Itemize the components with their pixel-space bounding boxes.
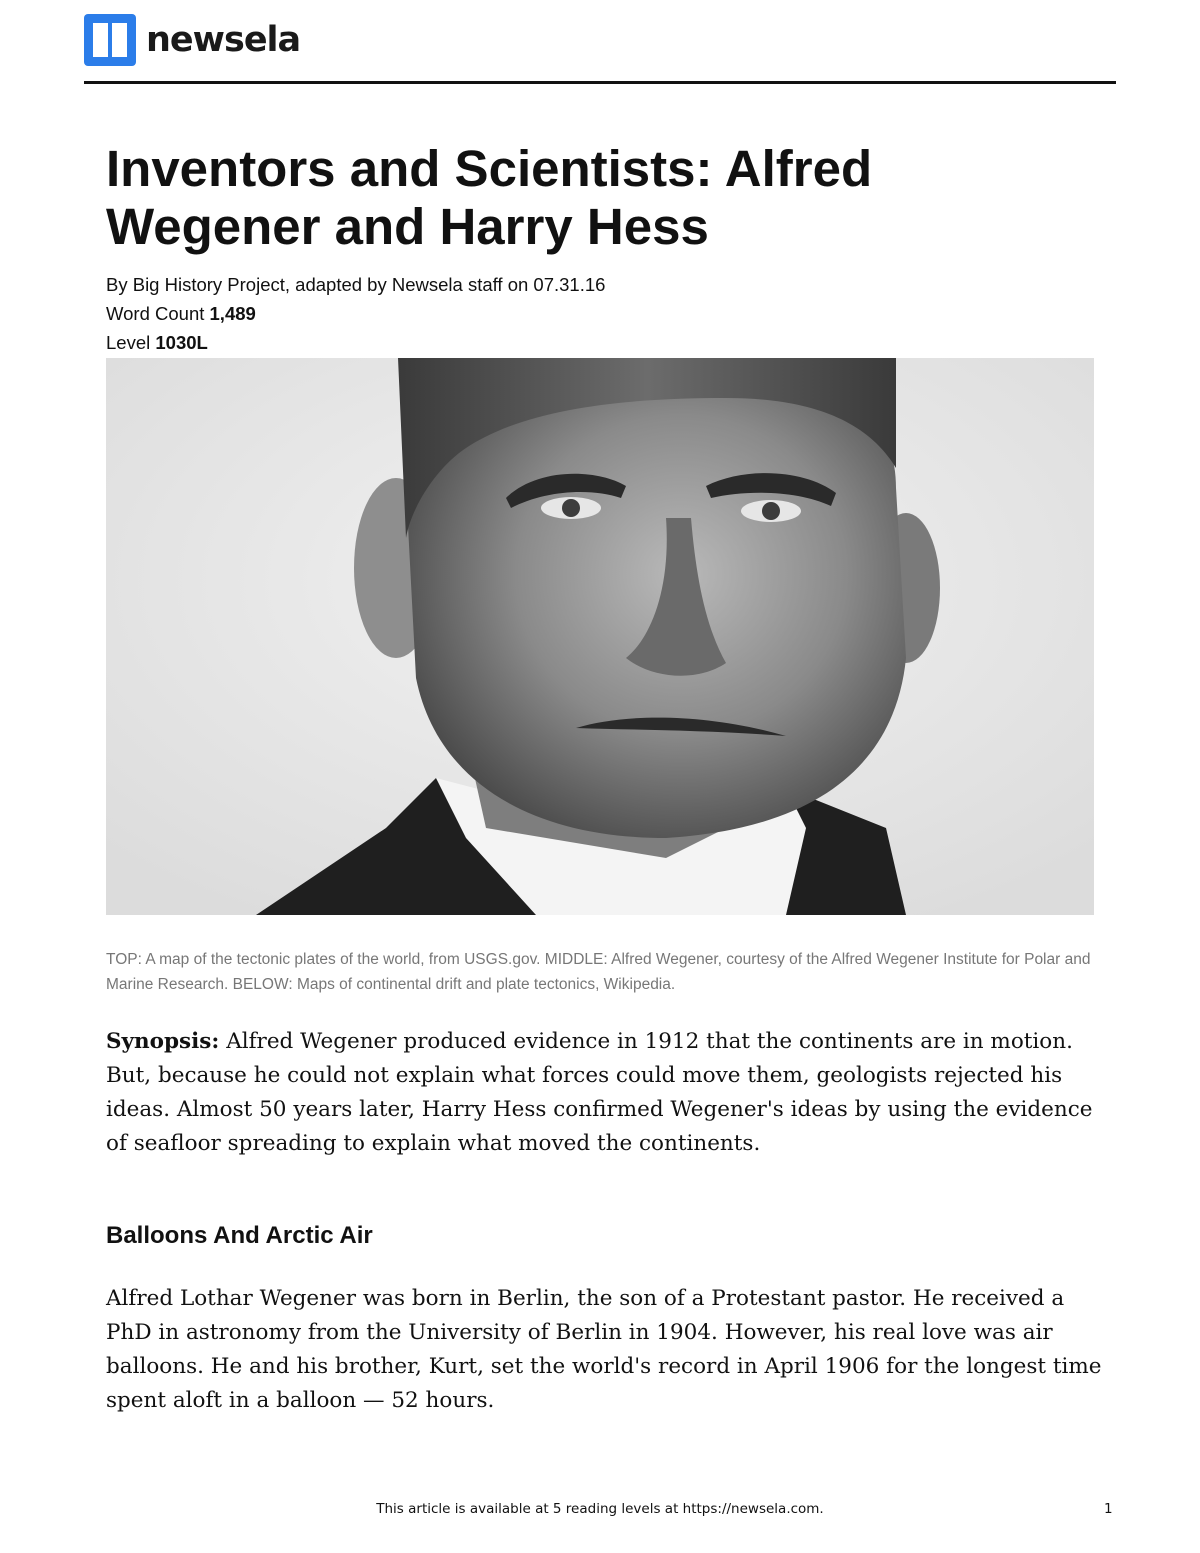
article-photo bbox=[106, 358, 1094, 915]
header-divider bbox=[84, 81, 1116, 84]
reading-level bbox=[106, 332, 208, 354]
word-count-value: 1,489 bbox=[209, 303, 256, 324]
word-count-label: Word Count bbox=[106, 303, 205, 324]
brand-name: newsela bbox=[146, 19, 301, 60]
reading-level-value: 1030L bbox=[155, 332, 208, 353]
page-number: 1 bbox=[1104, 1501, 1113, 1517]
article-title: Inventors and Scientists: Alfred Wegener and Harry Hess bbox=[106, 140, 873, 255]
section-paragraph: Alfred Lothar Wegener was born in Berlin, the son of a Protestant pastor. He received a PhD in astronomy from the University of Berlin in 1904. However, his real love was air balloons. He and his brother, Kurt, set the world's record in April 1906 for the longest time spent aloft in a balloon — 52 hours. bbox=[106, 1286, 1102, 1413]
word-count bbox=[106, 303, 256, 325]
reading-level-label: Level bbox=[106, 332, 151, 353]
section-heading: Balloons And Arctic Air bbox=[106, 1222, 373, 1249]
portrait-photo-icon bbox=[106, 358, 1094, 915]
article-byline: By Big History Project, adapted by Newsela staff on 07.31.16 bbox=[106, 274, 606, 295]
photo-caption: TOP: A map of the tectonic plates of the world, from USGS.gov. MIDDLE: Alfred Wegener, courtesy of the Alfred Wegener Institute for Polar and Marine Research. BELOW: Maps of continental drift and plate tectonics, Wikipedia. bbox=[106, 951, 1091, 993]
newsela-logo[interactable] bbox=[84, 14, 300, 66]
page-footer: This article is available at 5 reading levels at https://newsela.com. bbox=[376, 1501, 824, 1517]
synopsis-text: Alfred Wegener produced evidence in 1912 that the continents are in motion. But, because he could not explain what forces could move them, geologists rejected his ideas. Almost 50 years later, Harry Hess confirmed Wegener's ideas by using the evidence of seafloor spreading to explain what moved the continents. bbox=[106, 1029, 1093, 1156]
article-synopsis bbox=[106, 1025, 1096, 1161]
newsela-logo-icon bbox=[84, 14, 136, 66]
synopsis-label: Synopsis: bbox=[106, 1029, 220, 1054]
